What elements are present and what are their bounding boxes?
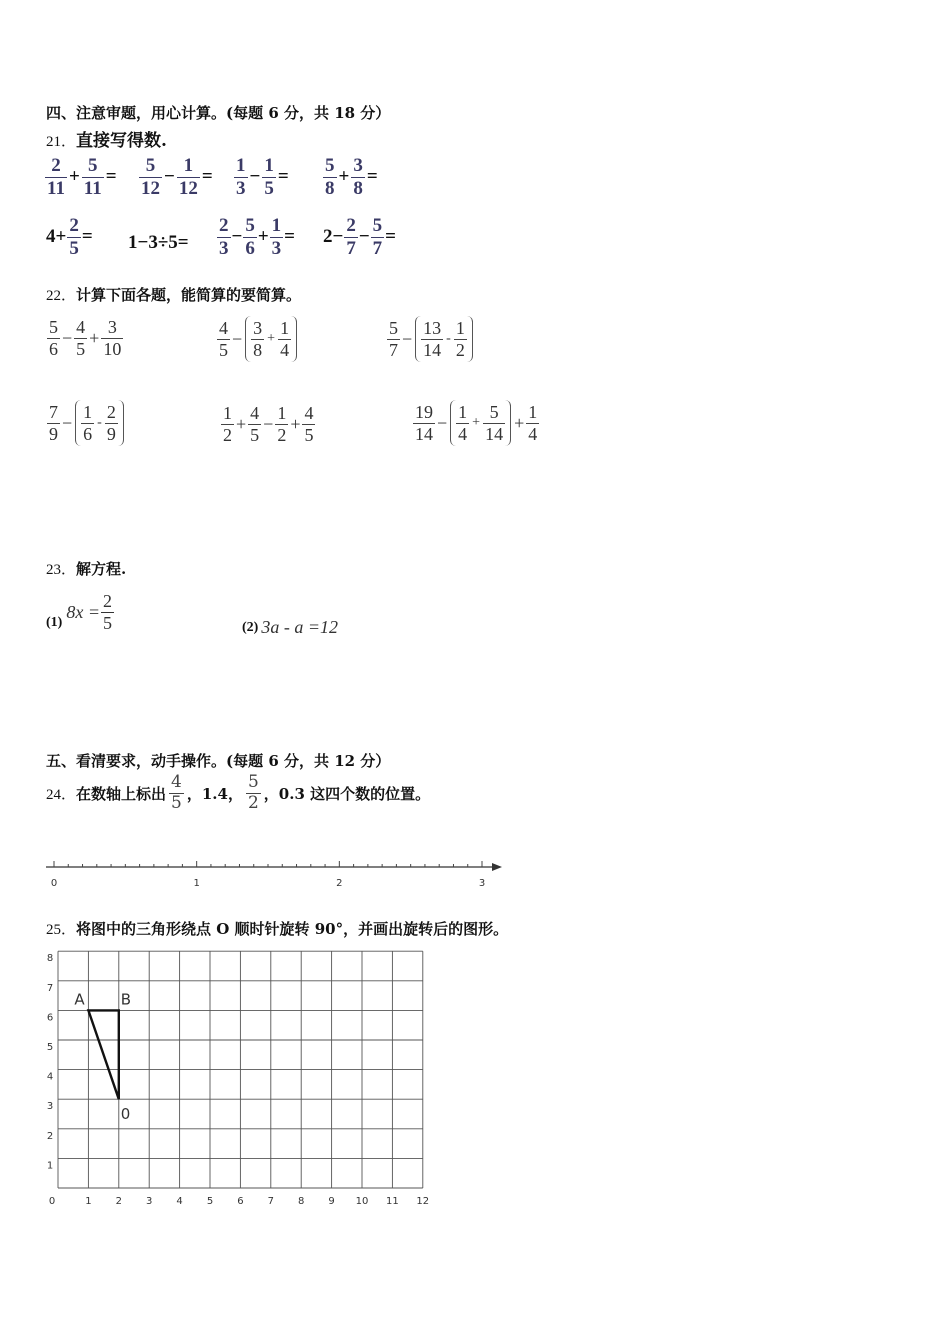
q21-expr-3: $\frac{1}{3}$ − $\frac{1}{5}$ = bbox=[236, 155, 289, 199]
y-axis-label: 2 bbox=[46, 1130, 54, 1142]
q23-equation-1: (1) 8x = $\frac{2}{5}$ bbox=[46, 591, 112, 633]
question-number: 22． bbox=[46, 288, 77, 304]
question-23-header bbox=[46, 558, 126, 579]
q23-equation-2: (2) 3a - a =12 bbox=[242, 617, 338, 637]
q22-expr-4: $\frac{7}{9}$ − $\frac{1}{6}$ - $\frac{2}{9}$ bbox=[46, 400, 126, 446]
x-axis-label: 6 bbox=[237, 1196, 244, 1207]
q21-expr-6: 1−3÷5= bbox=[128, 232, 189, 253]
fraction: $\frac{1}{5}$ bbox=[264, 155, 274, 199]
y-axis-label: 5 bbox=[46, 1042, 54, 1053]
q21-expr-7: $\frac{2}{3}$ − $\frac{5}{6}$ + $\frac{1}{3}$ = bbox=[219, 215, 295, 259]
question-21-header bbox=[46, 126, 167, 151]
q21-expr-1: $\frac{2}{11}$ + $\frac{5}{11}$ = bbox=[47, 155, 117, 199]
axis-label: 2 bbox=[336, 878, 343, 889]
fraction: $\frac{3}{8}$ bbox=[353, 155, 363, 199]
x-axis-label: 5 bbox=[206, 1196, 214, 1207]
fraction: $\frac{1}{3}$ bbox=[236, 155, 246, 199]
y-axis-label: 1 bbox=[46, 1160, 54, 1172]
fraction: $\frac{2}{3}$ bbox=[219, 215, 229, 259]
section-5-title: 五、看清要求，动手操作。(每题 6 分，共 12 分） bbox=[46, 752, 391, 770]
x-axis-label: 2 bbox=[115, 1196, 122, 1207]
fraction: $\frac{5}{12}$ bbox=[141, 155, 160, 199]
section-4-title: 四、注意审题，用心计算。(每题 6 分，共 18 分） bbox=[46, 104, 391, 122]
fraction: $\frac{5}{7}$ bbox=[372, 215, 383, 259]
x-axis-label: 8 bbox=[298, 1196, 305, 1207]
question-number: 25． bbox=[46, 922, 77, 938]
fraction: $\frac{1}{3}$ bbox=[271, 215, 282, 259]
x-axis-label: 4 bbox=[176, 1196, 183, 1207]
fraction: $\frac{5}{8}$ bbox=[325, 155, 335, 199]
x-axis-label: 1 bbox=[85, 1196, 92, 1207]
point-a-label: A bbox=[74, 990, 85, 1009]
q22-expr-3: $\frac{5}{7}$ − $\frac{13}{14}$ - $\frac{1}{2}$ bbox=[386, 316, 475, 362]
arrow-right-icon bbox=[492, 863, 502, 871]
fraction: $\frac{5}{6}$ bbox=[245, 215, 255, 259]
question-25-header bbox=[46, 918, 508, 939]
question-text: 解方程. bbox=[76, 560, 127, 578]
y-axis-label: 8 bbox=[46, 953, 54, 965]
number-line bbox=[40, 852, 510, 896]
question-text: 将图中的三角形绕点 O 顺时针旋转 90°，并画出旋转后的图形。 bbox=[76, 920, 509, 938]
q22-expr-5: $\frac{1}{2}$ + $\frac{4}{5}$ − $\frac{1}{2}$ + $\frac{4}{5}$ bbox=[223, 403, 314, 445]
y-axis-label: 4 bbox=[46, 1071, 54, 1083]
point-o-label: 0 bbox=[120, 1105, 131, 1124]
question-22-header bbox=[46, 284, 301, 305]
point-b-label: B bbox=[120, 990, 132, 1009]
q21-expr-2: $\frac{5}{12}$ − $\frac{1}{12}$ = bbox=[141, 155, 213, 199]
y-axis-label: 3 bbox=[46, 1101, 54, 1113]
question-text: 计算下面各题，能简算的要简算。 bbox=[76, 286, 302, 304]
fraction: $\frac{1}{12}$ bbox=[178, 155, 198, 199]
question-number: 21． bbox=[46, 134, 77, 150]
axis-label: 0 bbox=[50, 878, 58, 889]
q21-expr-4: $\frac{5}{8}$ + $\frac{3}{8}$ = bbox=[325, 155, 378, 199]
fraction: $\frac{5}{11}$ bbox=[83, 155, 102, 199]
x-axis-label: 11 bbox=[386, 1196, 399, 1207]
question-text: 直接写得数. bbox=[76, 131, 167, 151]
axis-label: 1 bbox=[193, 878, 200, 889]
fraction: $\frac{2}{5}$ bbox=[69, 215, 79, 259]
x-axis-label: 0 bbox=[48, 1196, 56, 1207]
x-axis-label: 7 bbox=[267, 1196, 274, 1207]
question-24: 24． 在数轴上标出 $\frac{4}{5}$ ，1.4， $\frac{5}{2}$ ，0.3 这四个数的位置。 bbox=[46, 772, 431, 813]
y-axis-label: 7 bbox=[46, 982, 54, 994]
q21-expr-8: 2− $\frac{2}{7}$ − $\frac{5}{7}$ = bbox=[323, 215, 396, 259]
coordinate-grid bbox=[40, 946, 440, 1214]
x-axis-label: 9 bbox=[328, 1196, 335, 1207]
x-axis-label: 3 bbox=[146, 1196, 153, 1207]
q22-expr-6: $\frac{19}{14}$ − $\frac{1}{4}$ + $\frac{5}{14}$ + $\frac{1}{4}$ bbox=[412, 400, 540, 446]
x-axis-label: 10 bbox=[355, 1196, 369, 1207]
q22-expr-1: $\frac{5}{6}$ − $\frac{4}{5}$ + $\frac{3}{10}$ bbox=[49, 317, 122, 359]
axis-label: 3 bbox=[478, 878, 486, 889]
y-axis-label: 6 bbox=[46, 1012, 54, 1024]
q22-expr-2: $\frac{4}{5}$ − $\frac{3}{8}$ + $\frac{1}{4}$ bbox=[216, 316, 299, 362]
q21-expr-5: 4+ $\frac{2}{5}$ = bbox=[46, 215, 93, 259]
triangle bbox=[88, 1010, 118, 1099]
x-axis-label: 12 bbox=[416, 1196, 430, 1207]
question-number: 23． bbox=[46, 562, 77, 578]
fraction: $\frac{2}{11}$ bbox=[47, 155, 65, 199]
fraction: $\frac{2}{7}$ bbox=[346, 215, 356, 259]
